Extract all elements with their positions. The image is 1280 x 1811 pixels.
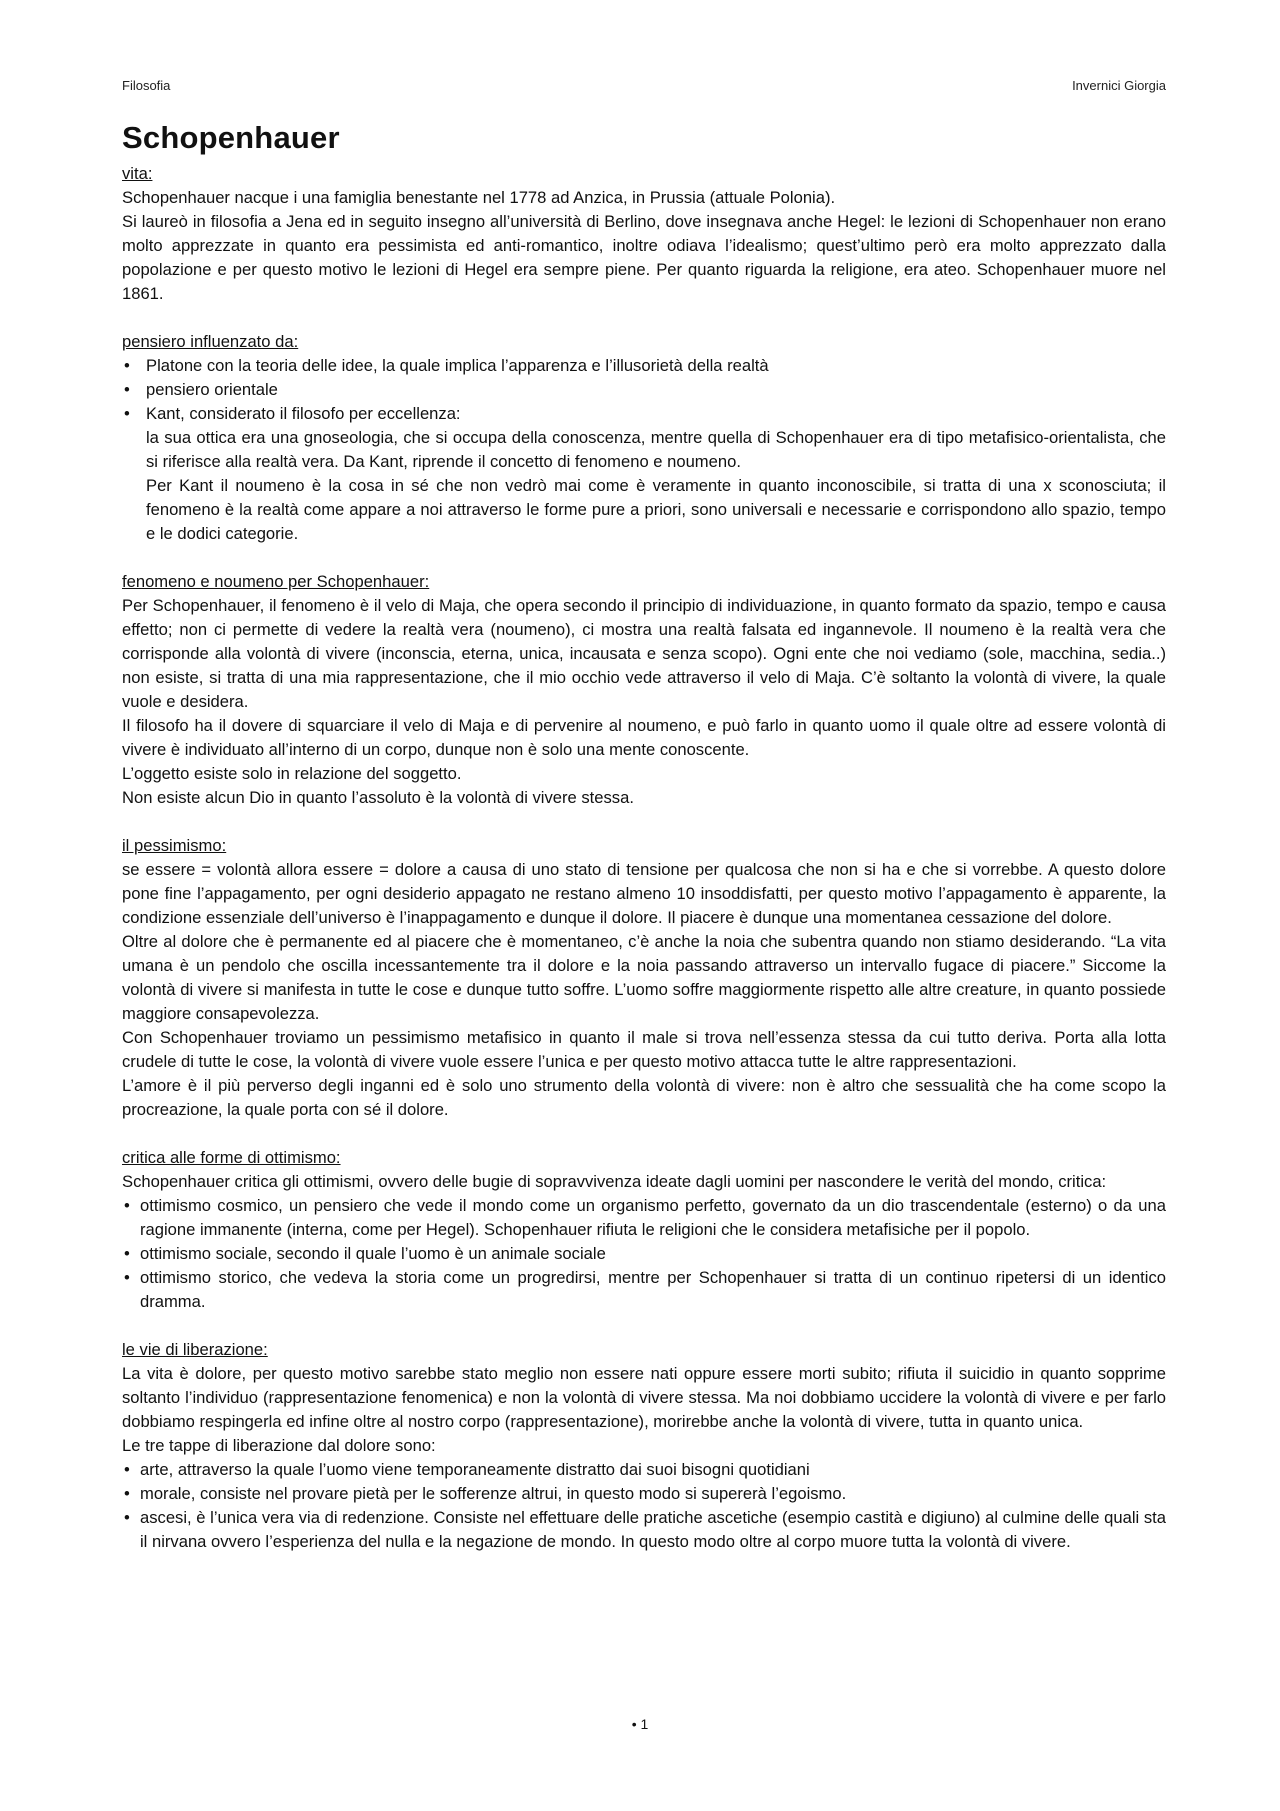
paragraph: Le tre tappe di liberazione dal dolore sono: (122, 1436, 436, 1455)
list-item: • arte, attraverso la quale l’uomo viene temporaneamente distratto dai suoi bisogni quotidiani (122, 1458, 1166, 1482)
list-item: • pensiero orientale (122, 378, 1166, 402)
sub-paragraph: Per Kant il noumeno è la cosa in sé che non vedrò mai come è veramente in quanto inconoscibile, si tratta di una x sconosciuta; il fenomeno è la realtà come appare a noi attraverso le forme pure a priori, sono universali e necessarie e corrispondono allo spazio, tempo e le dodici categorie. (146, 476, 1166, 543)
liberation-list (122, 1458, 1166, 1554)
paragraph: Si laureò in filosofia a Jena ed in seguito insegno all’università di Berlino, dove insegnava anche Hegel: le lezioni di Schopenhauer non erano molto apprezzate in quanto era pessimista ed anti-romantico, inoltre odiava l’idealismo; quest’ultimo però era molto apprezzato dalla popolazione e per questo motivo le lezioni di Hegel era sempre piene. Per quanto riguarda la religione, era ateo. Schopenhauer muore nel 1861. (122, 212, 1166, 303)
section-heading-ottimismo: critica alle forme di ottimismo: (122, 1148, 341, 1167)
sub-paragraph: la sua ottica era una gnoseologia, che si occupa della conoscenza, mentre quella di Schopenhauer era di tipo metafisico-orientalista, che si riferisce alla realtà vera. Da Kant, riprende il concetto di fenomeno e noumeno. (146, 428, 1166, 471)
paragraph: La vita è dolore, per questo motivo sarebbe stato meglio non essere nati oppure essere morti subito; rifiuta il suicidio in quanto sopprime soltanto l’individuo (rappresentazione fenomenica) e non la volontà di vivere stessa. Ma noi dobbiamo uccidere la volontà di vivere e per farlo dobbiamo respingerla ed infine oltre al nostro corpo (rappresentazione), morirebbe anche la volontà di vivere, tutta in quanto unica. (122, 1364, 1166, 1431)
page-title: Schopenhauer (122, 120, 340, 155)
paragraph: se essere = volontà allora essere = dolore a causa di uno stato di tensione per qualcosa che non si ha e che si vorrebbe. A questo dolore pone fine l’appagamento, per ogni desiderio appagato ne restano almeno 10 insoddisfatti, per questo motivo l’appagamento è apparente, la condizione essenziale dell’universo è l’inappagamento e dunque il dolore. Il piacere è dunque una momentanea cessazione del dolore. (122, 860, 1166, 927)
list-item: • Platone con la teoria delle idee, la quale implica l’apparenza e l’illusorietà della realtà (122, 354, 1166, 378)
paragraph: Schopenhauer nacque i una famiglia benestante nel 1778 ad Anzica, in Prussia (attuale Polonia). (122, 188, 836, 207)
optimism-list (122, 1194, 1166, 1314)
section-heading-vita: vita: (122, 164, 153, 183)
document-body (122, 162, 1166, 1554)
header-author: Invernici Giorgia (1072, 78, 1166, 93)
paragraph: Per Schopenhauer, il fenomeno è il velo di Maja, che opera secondo il principio di individuazione, in quanto formato da spazio, tempo e causa effetto; non ci permette di vedere la realtà vera (noumeno), ci mostra una realtà falsata ed ingannevole. Il noumeno è la realtà vera che corrisponde alla volontà di vivere (inconscia, eterna, unica, incausata e senza scopo). Ogni ente che noi vediamo (sole, macchina, sedia..) non esiste, si tratta di una mia rappresentazione, che il mio occhio vede attraverso il velo di Maja. C’è soltanto la volontà di vivere, la quale vuole e desidera. (122, 596, 1166, 711)
paragraph: Con Schopenhauer troviamo un pessimismo metafisico in quanto il male si trova nell’essenza stessa da cui tutto deriva. Porta alla lotta crudele di tutte le cose, la volontà di vivere vuole essere l’unica e per questo motivo attacca tutte le altre rappresentazioni. (122, 1028, 1166, 1071)
influence-list (122, 354, 1166, 426)
paragraph: Il filosofo ha il dovere di squarciare il velo di Maja e di pervenire al noumeno, e può farlo in quanto uomo il quale oltre ad essere volontà di vivere è individuato all’interno di un corpo, dunque non è solo una mente conoscente. (122, 716, 1166, 759)
section-heading-liberazione: le vie di liberazione: (122, 1340, 268, 1359)
section-heading-influenze: pensiero influenzato da: (122, 332, 299, 351)
page-number: • 1 (631, 1716, 649, 1732)
section-heading-fenomeno: fenomeno e noumeno per Schopenhauer: (122, 572, 430, 591)
paragraph: L’oggetto esiste solo in relazione del soggetto. (122, 764, 462, 783)
list-item: • Kant, considerato il filosofo per eccellenza: (122, 402, 1166, 426)
list-item: • morale, consiste nel provare pietà per le sofferenze altrui, in questo modo si supererà l’egoismo. (122, 1482, 1166, 1506)
section-heading-pessimismo: il pessimismo: (122, 836, 227, 855)
list-item: • ottimismo cosmico, un pensiero che vede il mondo come un organismo perfetto, governato da un dio trascendentale (esterno) o da una ragione immanente (interna, come per Hegel). Schopenhauer rifiuta le religioni che le considera metafisiche per il popolo. (122, 1194, 1166, 1242)
paragraph: L’amore è il più perverso degli inganni ed è solo uno strumento della volontà di vivere: non è altro che sessualità che ha come scopo la procreazione, la quale porta con sé il dolore. (122, 1076, 1166, 1119)
paragraph: Schopenhauer critica gli ottimismi, ovvero delle bugie di sopravvivenza ideate dagli uomini per nascondere le verità del mondo, critica: (122, 1172, 1107, 1191)
paragraph: Oltre al dolore che è permanente ed al piacere che è momentaneo, c’è anche la noia che subentra quando non stiamo desiderando. “La vita umana è un pendolo che oscilla incessantemente tra il dolore e la noia passando attraverso un intervallo fugace di piacere.” Siccome la volontà di vivere si manifesta in tutte le cose e dunque tutto soffre. L’uomo soffre maggiormente rispetto alle altre creature, in quanto possiede maggiore consapevolezza. (122, 932, 1166, 1023)
list-item: • ascesi, è l’unica vera via di redenzione. Consiste nel effettuare delle pratiche ascetiche (esempio castità e digiuno) al culmine delle quali sta il nirvana ovvero l’esperienza del nulla e la negazione de mondo. In questo modo oltre al corpo muore tutta la volontà di vivere. (122, 1506, 1166, 1554)
list-item: • ottimismo storico, che vedeva la storia come un progredirsi, mentre per Schopenhauer si tratta di un continuo ripetersi di un identico dramma. (122, 1266, 1166, 1314)
header-subject: Filosofia (122, 78, 171, 93)
list-item: • ottimismo sociale, secondo il quale l’uomo è un animale sociale (122, 1242, 1166, 1266)
paragraph: Non esiste alcun Dio in quanto l’assoluto è la volontà di vivere stessa. (122, 788, 634, 807)
